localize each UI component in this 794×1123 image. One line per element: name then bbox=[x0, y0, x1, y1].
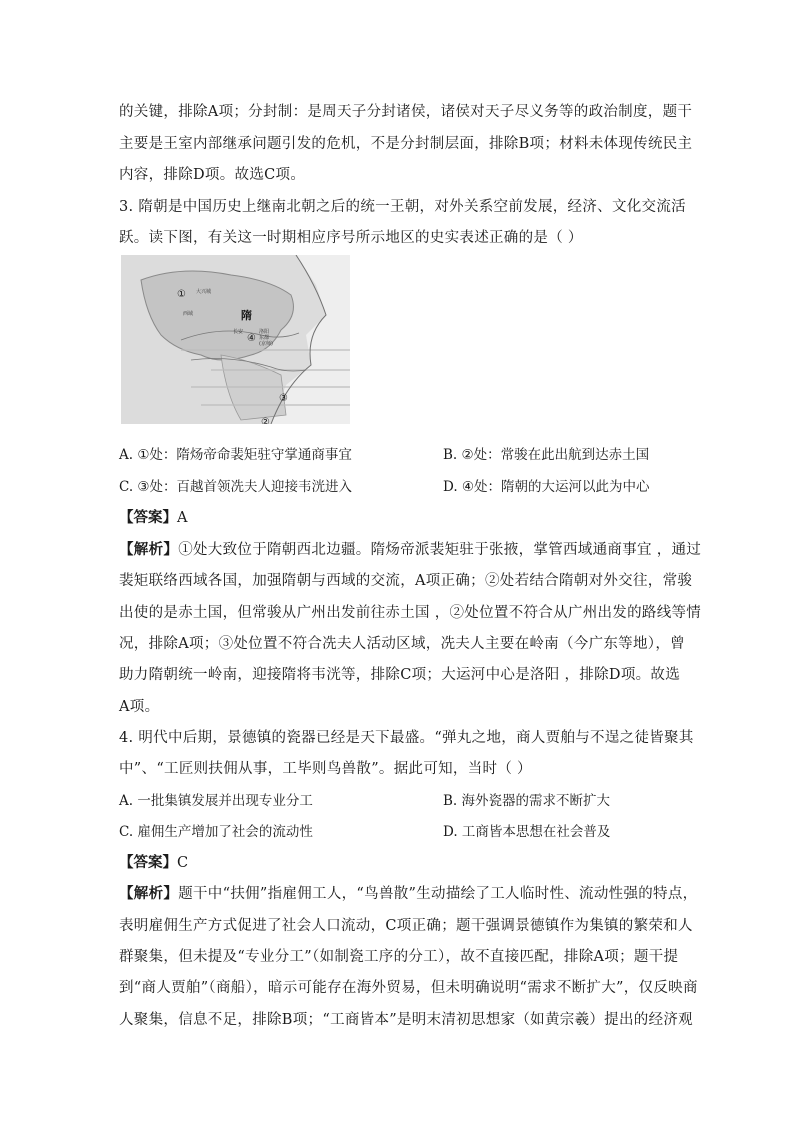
q3-answer bbox=[119, 508, 187, 528]
answer-label: 【答案】 bbox=[119, 854, 177, 871]
q3-analysis-line: 裴矩联络西域各国，加强隋朝与西域的交流，A项正确；②处若结合隋朝对外交往，常骏 bbox=[119, 573, 693, 589]
map-label-3: ③ bbox=[279, 393, 288, 404]
q3-analysis-line: 况，排除A项；③处位置不符合冼夫人活动区域，冼夫人主要在岭南（今广东等地），曾 bbox=[119, 636, 685, 652]
q4-option-d[interactable]: D. 工商皆本思想在社会普及 bbox=[443, 824, 611, 840]
q4-analysis-line bbox=[119, 884, 697, 904]
q4-answer bbox=[119, 853, 188, 873]
q3-option-b[interactable]: B. ②处：常骏在此出航到达赤土国 bbox=[443, 447, 650, 463]
q3-analysis-line: A项。 bbox=[119, 699, 160, 715]
sui-dynasty-map bbox=[121, 255, 350, 424]
map-label-1: ① bbox=[177, 289, 186, 300]
q3-option-a[interactable]: A. ①处：隋炀帝命裴矩驻守掌通商事宜 bbox=[119, 447, 352, 463]
text-line: 内容，排除D项。故选C项。 bbox=[119, 167, 306, 183]
text-line: 主要是王室内部继承问题引发的危机，不是分封制层面，排除B项；材料未体现传统民主 bbox=[119, 136, 693, 152]
q4-option-b[interactable]: B. 海外瓷器的需求不断扩大 bbox=[443, 793, 611, 809]
q3-analysis-line: 出使的是赤土国，但常骏从广州出发前往赤土国 ，②处位置不符合从广州出发的路线等情 bbox=[119, 605, 702, 621]
text-line: 的关键，排除A项；分封制：是周天子分封诸侯，诸侯对天子尽义务等的政治制度，题干 bbox=[119, 104, 693, 120]
map-small-text: 长安 bbox=[233, 329, 244, 335]
analysis-label: 【解析】 bbox=[119, 885, 179, 902]
map-small-text: 大兴城 bbox=[196, 289, 212, 295]
map-small-text: 洛阳 bbox=[259, 329, 270, 335]
q4-analysis-line: 到“商人贾舶”（商船），暗示可能存在海外贸易，但未明确说明“需求不断扩大”，仅反映商 bbox=[119, 980, 698, 996]
map-label-4: ④ bbox=[247, 333, 256, 344]
q4-option-a[interactable]: A. 一批集镇发展并出现专业分工 bbox=[119, 793, 313, 809]
q4-analysis-line: 人聚集，信息不足，排除B项；“工商皆本”是明末清初思想家（如黄宗羲）提出的经济观 bbox=[119, 1012, 693, 1028]
q3-analysis-line bbox=[119, 540, 701, 560]
answer-label: 【答案】 bbox=[119, 509, 177, 526]
map-label-sui: 隋 bbox=[241, 309, 252, 322]
q3-option-c[interactable]: C. ③处：百越首领冼夫人迎接韦洸进入 bbox=[119, 479, 353, 495]
q3-option-d[interactable]: D. ④处：隋朝的大运河以此为中心 bbox=[443, 479, 650, 495]
question-3-stem: 3. 隋朝是中国历史上继南北朝之后的统一王朝，对外关系空前发展，经济、文化交流活 bbox=[119, 199, 686, 215]
map-small-text: (京师) bbox=[259, 341, 273, 347]
map-small-text: 东都 bbox=[259, 335, 270, 341]
analysis-label: 【解析】 bbox=[119, 541, 179, 558]
analysis-text: ①处大致位于隋朝西北边疆。隋炀帝派裴矩驻于张掖，掌管西域通商事宜 ，通过 bbox=[178, 542, 702, 558]
question-4-stem: 4. 明代中后期，景德镇的瓷器已经是天下最盛。“弹丸之地，商人贾舶与不逞之徒皆聚其 bbox=[119, 730, 694, 746]
q4-analysis-line: 群聚集，但未提及“专业分工”（如制瓷工序的分工），故不直接匹配，排除A项；题干提 bbox=[119, 949, 679, 965]
question-3-stem: 跃。读下图，有关这一时期相应序号所示地区的史实表述正确的是（ ） bbox=[119, 230, 583, 246]
answer-value: C bbox=[177, 855, 189, 871]
q4-analysis-line: 表明雇佣生产方式促进了社会人口流动，C项正确；题干强调景德镇作为集镇的繁荣和人 bbox=[119, 918, 693, 934]
q3-analysis-line: 助力隋朝统一岭南，迎接隋将韦洸等，排除C项；大运河中心是洛阳 ，排除D项。故选 bbox=[119, 667, 681, 683]
map-small-text: 西域 bbox=[183, 311, 194, 317]
answer-value: A bbox=[177, 510, 188, 526]
analysis-text: 题干中“扶佣”指雇佣工人，“鸟兽散”生动描绘了工人临时性、流动性强的特点， bbox=[178, 886, 698, 902]
map-label-2: ② bbox=[261, 417, 270, 424]
q4-option-c[interactable]: C. 雇佣生产增加了社会的流动性 bbox=[119, 824, 313, 840]
question-4-stem: 中”、“工匠则扶佣从事，工毕则鸟兽散”。据此可知，当时（ ） bbox=[119, 761, 532, 777]
